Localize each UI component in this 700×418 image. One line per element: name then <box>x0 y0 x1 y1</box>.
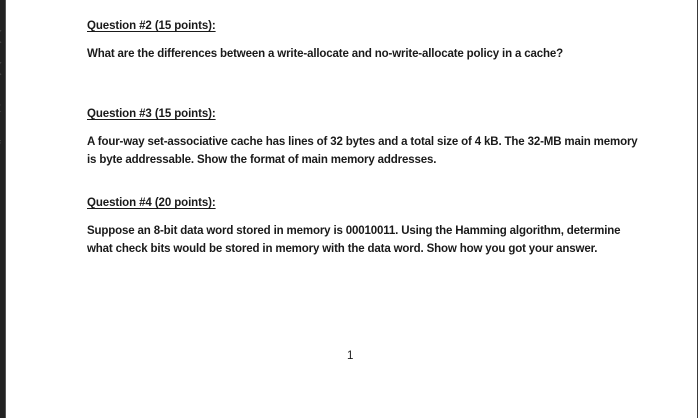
previous-page-edge <box>0 0 6 418</box>
question-4-body-line-2: what check bits would be stored in memory with the data word. Show how you got your answer. <box>87 243 598 255</box>
question-4-body-line-1: Suppose an 8-bit data word stored in memory is 00010011. Using the Hamming algorithm, determine <box>87 225 621 237</box>
ghost-glyph <box>0 28 2 42</box>
question-3-heading: Question #3 (15 points): <box>87 108 216 120</box>
question-2-body: What are the differences between a write-allocate and no-write-allocate policy in a cache? <box>87 48 564 60</box>
question-3-body <box>87 133 638 169</box>
ghost-glyph <box>0 60 2 74</box>
question-3-body-line-2: is byte addressable. Show the format of main memory addresses. <box>87 154 437 166</box>
question-4-body <box>87 222 627 258</box>
question-2-heading: Question #2 (15 points): <box>87 20 216 32</box>
ghost-glyph <box>0 100 1 114</box>
page-border-right <box>697 0 698 418</box>
question-3-body-line-1: A four-way set-associative cache has lines of 32 bytes and a total size of 4 kB. The 32-MB main memory <box>87 136 638 148</box>
ghost-glyph <box>0 138 1 152</box>
page-number: 1 <box>347 350 354 362</box>
question-4-heading: Question #4 (20 points): <box>87 197 216 209</box>
